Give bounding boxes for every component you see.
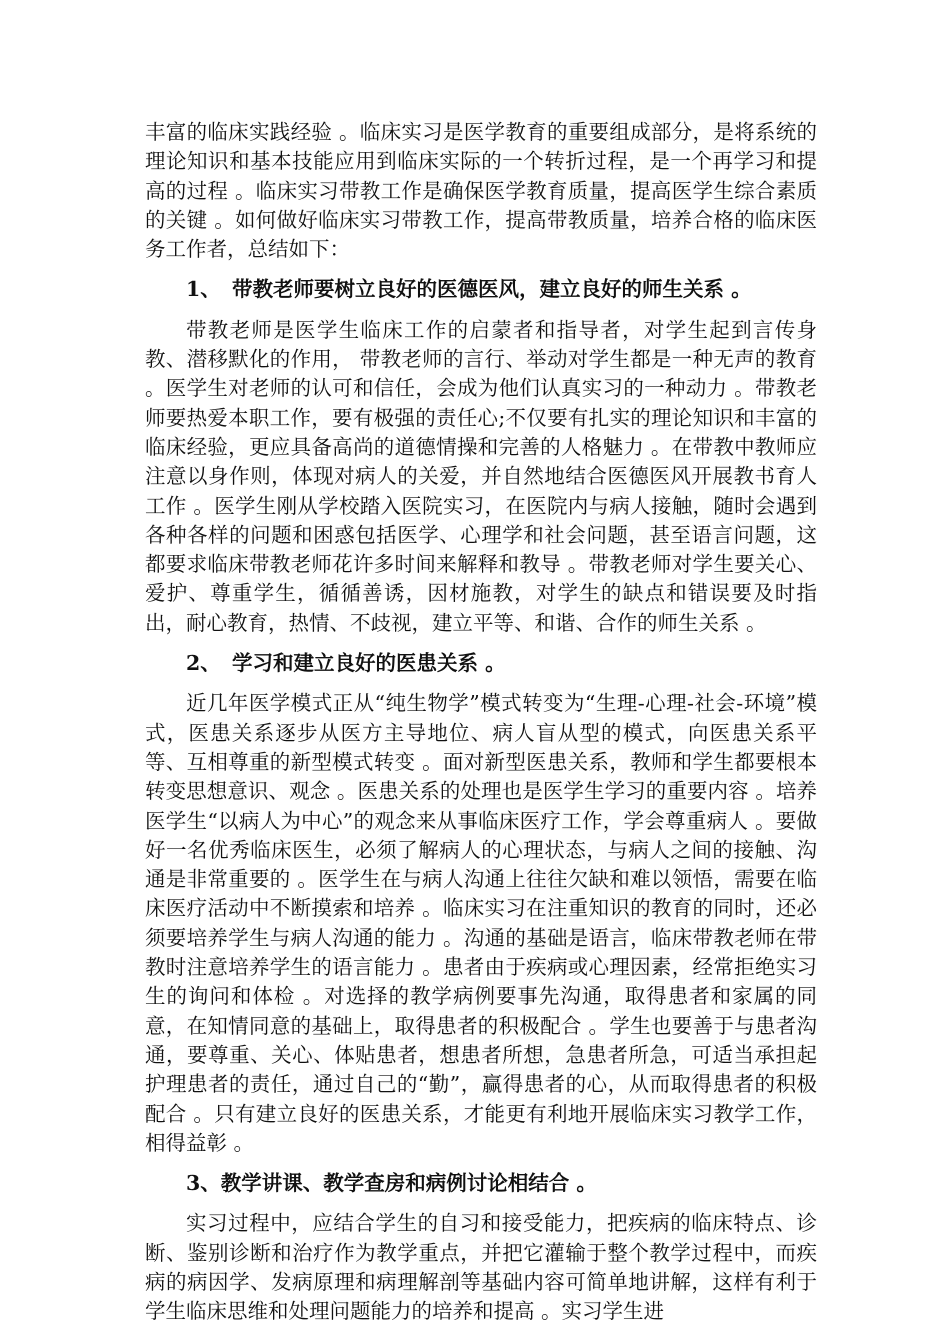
section-number: 2、 <box>186 651 221 676</box>
section-title: 教学讲课、教学查房和病例讨论相结合 。 <box>220 1171 597 1196</box>
section-heading-2 <box>145 649 817 678</box>
section-heading-1 <box>145 275 817 304</box>
section-body-1: 带教老师是医学生临床工作的启蒙者和指导者，对学生起到言传身教、潜移默化的作用， 带教老师的言行、举动对学生都是一种无声的教育 。医学生对老师的认可和信任，会成为他们认真实习的一种动力 。带教老师要热爱本职工作，要有极强的责任心;不仅要有扎实的理论知识和丰富的临床经验，更应具备高尚的道德情操和完善的人格魅力 。在带教中教师应注意以身作则，体现对病人的关爱，并自然地结合医德医风开展教书育人工作 。医学生刚从学校踏入医院实习，在医院内与病人接触，随时会遇到各种各样的问题和困惑包括医学、心理学和社会问题，甚至语言问题，这都要求临床带教老师花许多时间来解释和教导 。带教老师对学生要关心、爱护、尊重学生，循循善诱，因材施教，对学生的缺点和错误要及时指出，耐心教育，热情、不歧视，建立平等、和谐、合作的师生关系 。 <box>145 317 817 635</box>
section-heading-3 <box>145 1169 817 1198</box>
section-title: 带教老师要树立良好的医德医风，建立良好的师生关系 。 <box>232 277 752 302</box>
section-body-2: 近几年医学模式正从“纯生物学”模式转变为“生理-心理-社会-环境”模式，医患关系逐步从医方主导地位、病人盲从型的模式，向医患关系平等、互相尊重的新型模式转变 。面对新型医患关系，教师和学生都要根本转变思想意识、观念 。医患关系的处理也是医学生学习的重要内容 。培养医学生“以病人为中心”的观念来从事临床医疗工作，学会尊重病人 。要做好一名优秀临床医生，必须了解病人的心理状态，与病人之间的接触、沟通是非常重要的 。医学生在与病人沟通上往往欠缺和难以领悟，需要在临床医疗活动中不断摸索和培养 。临床实习在注重知识的教育的同时，还必须要培养学生与病人沟通的能力 。沟通的基础是语言，临床带教老师在带教时注意培养学生的语言能力 。患者由于疾病或心理因素，经常拒绝实习生的询问和体检 。对选择的教学病例要事先沟通，取得患者和家属的同意，在知情同意的基础上，取得患者的积极配合 。学生也要善于与患者沟通，要尊重、关心、体贴患者，想患者所想，急患者所急，可适当承担起护理患者的责任，通过自己的“勤”，赢得患者的心，从而取得患者的积极配合 。只有建立良好的医患关系，才能更有利地开展临床实习教学工作，相得益彰 。 <box>145 691 817 1155</box>
section-body-3: 实习过程中，应结合学生的自习和接受能力，把疾病的临床特点、诊断、鉴别诊断和治疗作为教学重点，并把它灌输于整个教学过程中，而疾病的病因学、发病原理和病理解剖等基础内容可简单地讲解，这样有利于学生临床思维和处理问题能力的培养和提高 。实习学生进 <box>145 1211 817 1324</box>
section-number: 3、 <box>186 1171 221 1196</box>
intro-paragraph: 丰富的临床实践经验 。临床实习是医学教育的重要组成部分，是将系统的理论知识和基本技能应用到临床实际的一个转折过程，是一个再学习和提高的过程 。临床实习带教工作是确保医学教育质量，提高医学生综合素质的关键 。如何做好临床实习带教工作，提高带教质量，培养合格的临床医务工作者，总结如下： <box>145 120 817 262</box>
section-title: 学习和建立良好的医患关系 。 <box>232 651 506 676</box>
section-number: 1、 <box>186 277 221 302</box>
document-page <box>145 118 817 1327</box>
